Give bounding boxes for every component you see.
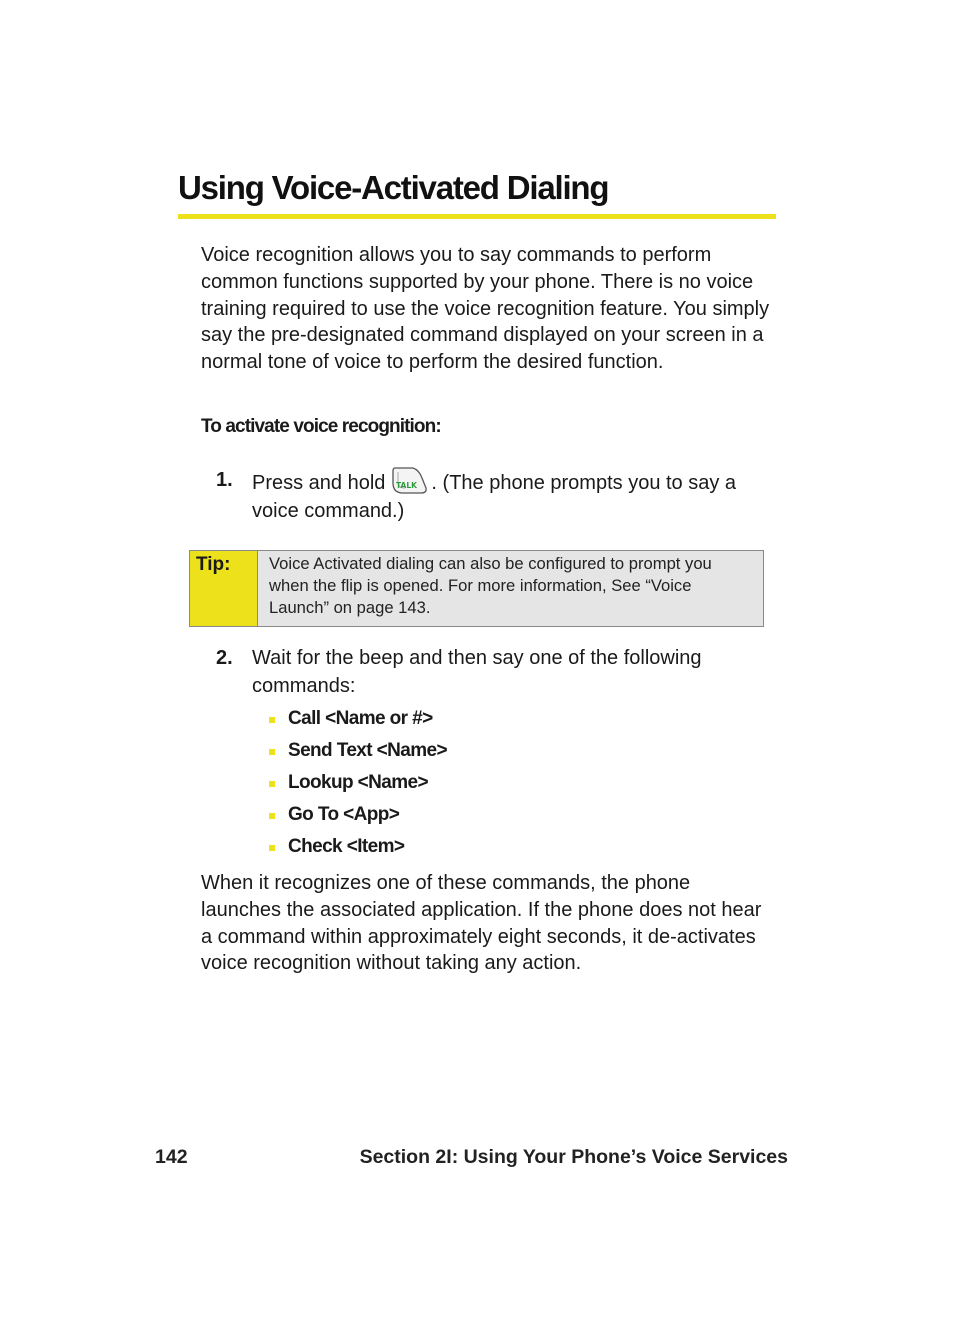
square-bullet-icon <box>269 845 275 851</box>
command-item <box>268 769 668 801</box>
command-text: Check <Item> <box>288 836 405 857</box>
command-item <box>268 801 668 833</box>
command-list <box>268 705 668 865</box>
command-item <box>268 833 668 865</box>
square-bullet-icon <box>269 781 275 787</box>
command-text: Go To <App> <box>288 804 400 825</box>
command-text: Lookup <Name> <box>288 772 429 793</box>
tip-box <box>189 550 764 627</box>
step-1-text-after: . (The phone prompts you to say a voice command.) <box>252 472 737 522</box>
talk-key-label: TALK <box>396 481 418 490</box>
step-1-number: 1. <box>216 469 233 491</box>
command-item <box>268 737 668 769</box>
footer-section-title: Section 2I: Using Your Phone’s Voice Services <box>359 1146 788 1168</box>
procedure-heading: To activate voice recognition: <box>201 416 441 437</box>
talk-key-icon <box>391 466 429 496</box>
page-number: 142 <box>155 1146 188 1168</box>
square-bullet-icon <box>269 749 275 755</box>
command-item <box>268 705 668 737</box>
intro-paragraph: Voice recognition allows you to say commands to perform common functions supported by your phone. There is no voice training required to use the voice recognition feature. You simply say the pre-designated command displayed on your screen in a normal tone of voice to perform the desired function. <box>201 244 770 374</box>
square-bullet-icon <box>269 717 275 723</box>
step-2-text: Wait for the beep and then say one of the following commands: <box>252 647 702 697</box>
tip-text: Voice Activated dialing can also be configured to prompt you when the flip is opened. For more information, See “Voice Launch” on page 143. <box>258 551 763 626</box>
step-2-number: 2. <box>216 647 233 669</box>
page-title: Using Voice-Activated Dialing <box>178 169 609 206</box>
command-text: Send Text <Name> <box>288 740 448 761</box>
title-underline <box>178 214 776 219</box>
step-1-text-before: Press and hold <box>252 472 386 494</box>
square-bullet-icon <box>269 813 275 819</box>
step-1-text <box>252 466 772 525</box>
tip-label: Tip: <box>190 551 258 626</box>
command-text: Call <Name or #> <box>288 708 433 729</box>
closing-paragraph: When it recognizes one of these commands, the phone launches the associated application. If the phone does not hear a command within approximately eight seconds, it de-activates voice recognition without taking any action. <box>201 872 762 975</box>
